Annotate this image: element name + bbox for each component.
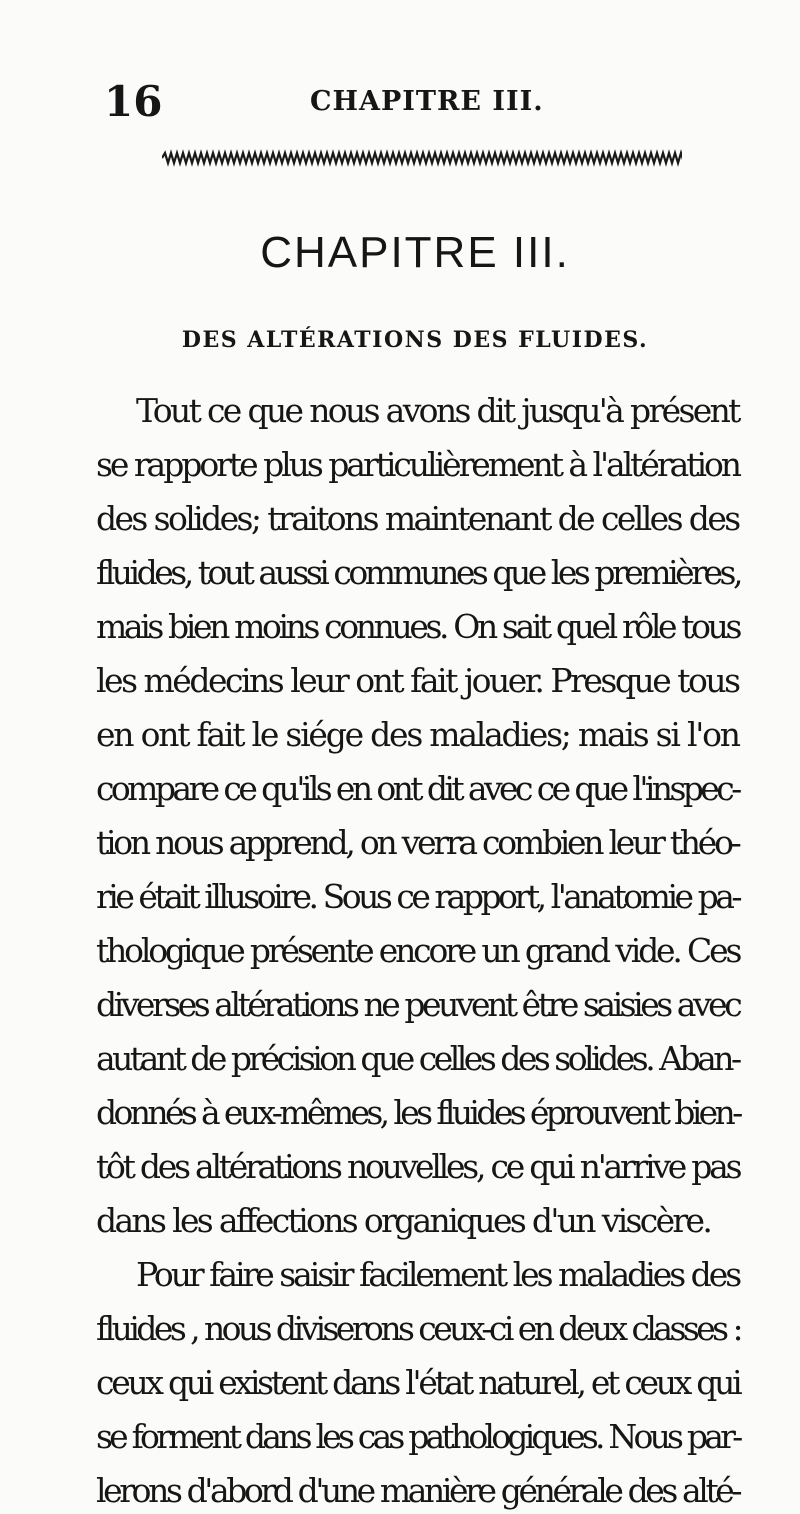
text-line: se rapporte plus particulièrement à l'altération [96,445,740,484]
ornamental-rule [162,147,682,169]
text-line: diverses altérations ne peuvent être saisies avec [96,985,740,1024]
chapter-subtitle: DES ALTÉRATIONS DES FLUIDES. [181,327,649,353]
text-line: autant de précision que celles des solides. Aban- [96,1039,739,1078]
page-number: 16 [104,77,163,126]
text-line: rie était illusoire. Sous ce rapport, l'anatomie pa- [96,877,740,916]
text-line: des solides; traitons maintenant de celles des [96,499,739,538]
running-head [0,78,800,126]
text-line: en ont fait le siége des maladies; mais si l'on [96,715,739,754]
text-line: mais bien moins connues. On sait quel rôle tous [96,607,740,646]
text-line: Pour faire saisir facilement les maladies des [136,1255,740,1294]
text-line: se forment dans les cas pathologiques. Nous par- [96,1417,740,1456]
text-line: ceux qui existent dans l'état naturel, et ceux qui [96,1363,740,1402]
text-line: fluides , nous diviserons ceux-ci en deux classes : [96,1309,740,1348]
text-line: dans les affections organiques d'un viscère. [96,1201,711,1240]
text-line: thologique présente encore un grand vide. Ces [96,931,740,970]
text-line: donnés à eux-mêmes, les fluides éprouvent bien- [96,1093,740,1132]
text-line: compare ce qu'ils en ont dit avec ce que l'inspec- [96,769,739,808]
chapter-heading: CHAPITRE III. [260,228,570,277]
text-line: lerons d'abord d'une manière générale des alté- [96,1471,740,1510]
text-line: Tout ce que nous avons dit jusqu'à présent [136,391,739,430]
text-line: tôt des altérations nouvelles, ce qui n'arrive pas [96,1147,740,1186]
text-line: fluides, tout aussi communes que les premières, [96,553,740,592]
text-line: les médecins leur ont fait jouer. Presque tous [96,661,739,700]
running-title: CHAPITRE III. [310,86,544,117]
text-line: tion nous apprend, on verra combien leur théo- [96,823,739,862]
